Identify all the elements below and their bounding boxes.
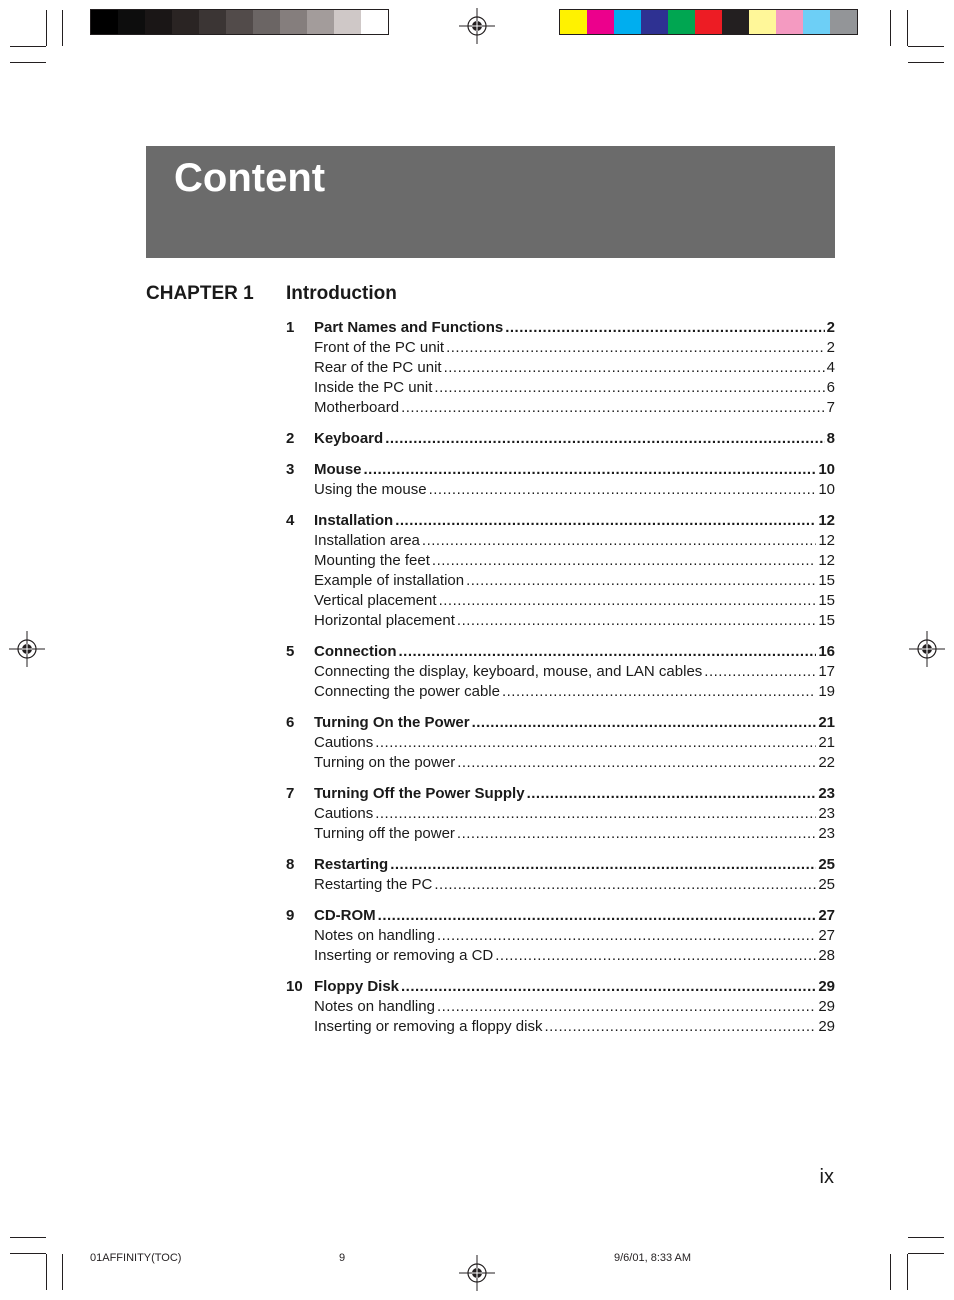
toc-entry[interactable] xyxy=(286,318,835,338)
toc-page-number: 12 xyxy=(818,512,835,529)
registration-mark-icon xyxy=(459,1255,495,1291)
toc-page-number: 15 xyxy=(818,612,835,629)
toc-subentry[interactable] xyxy=(286,804,835,824)
toc-page-number: 23 xyxy=(818,805,835,822)
slug-datetime: 9/6/01, 8:33 AM xyxy=(614,1252,692,1264)
toc-page-number: 23 xyxy=(818,825,835,842)
toc-section-title: Floppy Disk xyxy=(314,978,400,995)
toc-page-number: 27 xyxy=(818,907,835,924)
toc-subentry-title: Using the mouse xyxy=(314,481,427,498)
toc-dot-leader xyxy=(544,1017,816,1037)
toc-page-number: 19 xyxy=(818,683,835,700)
toc-page-number: 2 xyxy=(826,339,835,356)
toc-section-title: Keyboard xyxy=(314,430,384,447)
toc-page-number: 29 xyxy=(818,998,835,1015)
color-swatch xyxy=(695,10,722,34)
toc-dot-leader xyxy=(401,977,816,997)
toc-section xyxy=(286,906,835,966)
gray-swatch xyxy=(145,10,172,34)
toc-dot-leader xyxy=(437,997,816,1017)
toc-dot-leader xyxy=(446,338,825,358)
toc-page-number: 27 xyxy=(818,927,835,944)
registration-mark-icon xyxy=(9,631,45,667)
toc-page-number: 12 xyxy=(818,532,835,549)
page-title: Content xyxy=(174,156,326,200)
toc-subentry-title: Connecting the power cable xyxy=(314,683,500,700)
toc-entry[interactable] xyxy=(286,460,835,480)
toc-page-number: 2 xyxy=(826,319,835,336)
toc-subentry[interactable] xyxy=(286,338,835,358)
toc-page-number: 29 xyxy=(818,978,835,995)
toc-section xyxy=(286,977,835,1037)
toc-subentry-title: Mounting the feet xyxy=(314,552,430,569)
toc-subentry-title: Connecting the display, keyboard, mouse, and LAN cables xyxy=(314,663,703,680)
toc-section-number: 8 xyxy=(286,856,295,873)
toc-section-title: Installation xyxy=(314,512,394,529)
content-header-banner xyxy=(146,146,835,258)
toc-entry[interactable] xyxy=(286,642,835,662)
toc-entry[interactable] xyxy=(286,511,835,531)
crop-mark-icon xyxy=(62,10,63,46)
toc-subentry[interactable] xyxy=(286,531,835,551)
toc-dot-leader xyxy=(432,551,816,571)
toc-section-title: Part Names and Functions xyxy=(314,319,504,336)
toc-subentry[interactable] xyxy=(286,378,835,398)
crop-mark-icon xyxy=(10,1237,46,1238)
color-swatch xyxy=(776,10,803,34)
toc-section xyxy=(286,429,835,449)
crop-mark-icon xyxy=(890,1254,891,1290)
color-swatch xyxy=(749,10,776,34)
toc-section xyxy=(286,855,835,895)
toc-subentry-title: Front of the PC unit xyxy=(314,339,445,356)
toc-dot-leader xyxy=(457,611,816,631)
toc-subentry[interactable] xyxy=(286,946,835,966)
toc-section-title: CD-ROM xyxy=(314,907,376,924)
toc-section-title: Mouse xyxy=(314,461,362,478)
toc-entry[interactable] xyxy=(286,713,835,733)
toc-section-title: Turning On the Power xyxy=(314,714,470,731)
toc-subentry[interactable] xyxy=(286,824,835,844)
toc-dot-leader xyxy=(457,824,816,844)
color-swatch xyxy=(668,10,695,34)
crop-mark-icon xyxy=(907,10,908,46)
toc-section-number: 7 xyxy=(286,785,295,802)
crop-mark-icon xyxy=(908,1237,944,1238)
gray-swatch xyxy=(334,10,361,34)
toc-section xyxy=(286,511,835,631)
toc-section xyxy=(286,318,835,418)
toc-section xyxy=(286,713,835,773)
color-swatch xyxy=(641,10,668,34)
toc-subentry[interactable] xyxy=(286,875,835,895)
toc-subentry-title: Example of installation xyxy=(314,572,465,589)
toc-subentry[interactable] xyxy=(286,733,835,753)
toc-section-title: Connection xyxy=(314,643,397,660)
toc-section-number: 4 xyxy=(286,512,295,529)
toc-subentry[interactable] xyxy=(286,753,835,773)
toc-dot-leader xyxy=(375,733,816,753)
toc-subentry[interactable] xyxy=(286,591,835,611)
toc-page-number: 25 xyxy=(818,856,835,873)
toc-dot-leader xyxy=(429,480,817,500)
registration-mark-icon xyxy=(459,8,495,44)
toc-subentry-title: Restarting the PC xyxy=(314,876,433,893)
toc-subentry[interactable] xyxy=(286,398,835,418)
chapter-label: CHAPTER 1 xyxy=(146,283,254,304)
toc-subentry-title: Inserting or removing a floppy disk xyxy=(314,1018,543,1035)
toc-dot-leader xyxy=(401,398,825,418)
toc-subentry-title: Vertical placement xyxy=(314,592,437,609)
toc-section-number: 5 xyxy=(286,643,295,660)
crop-mark-icon xyxy=(907,1254,908,1290)
color-swatch xyxy=(560,10,587,34)
toc-dot-leader xyxy=(495,946,816,966)
color-swatch xyxy=(587,10,614,34)
toc-entry[interactable] xyxy=(286,977,835,997)
crop-mark-icon xyxy=(10,46,46,47)
toc-subentry-title: Turning off the power xyxy=(314,825,455,842)
toc-page-number: 21 xyxy=(818,714,835,731)
toc-dot-leader xyxy=(457,753,816,773)
toc-page-number: 15 xyxy=(818,592,835,609)
toc-page-number: 4 xyxy=(826,359,835,376)
table-of-contents xyxy=(286,318,835,1048)
toc-section-title: Turning Off the Power Supply xyxy=(314,785,525,802)
toc-section-number: 2 xyxy=(286,430,295,447)
toc-subentry-title: Installation area xyxy=(314,532,420,549)
toc-subentry-title: Notes on handling xyxy=(314,998,435,1015)
gray-swatch xyxy=(172,10,199,34)
toc-page-number: 6 xyxy=(826,379,835,396)
toc-section-number: 1 xyxy=(286,319,295,336)
toc-subentry-title: Inside the PC unit xyxy=(314,379,433,396)
toc-subentry-title: Notes on handling xyxy=(314,927,435,944)
toc-dot-leader xyxy=(364,460,817,480)
crop-mark-icon xyxy=(46,10,47,46)
toc-subentry[interactable] xyxy=(286,551,835,571)
toc-page-number: 8 xyxy=(826,430,835,447)
toc-subentry-title: Inserting or removing a CD xyxy=(314,947,494,964)
toc-entry[interactable] xyxy=(286,784,835,804)
toc-subentry-title: Turning on the power xyxy=(314,754,456,771)
toc-dot-leader xyxy=(434,378,824,398)
slug-page: 9 xyxy=(339,1252,346,1264)
gray-swatch xyxy=(91,10,118,34)
toc-page-number: 10 xyxy=(818,461,835,478)
toc-subentry[interactable] xyxy=(286,662,835,682)
color-swatch xyxy=(614,10,641,34)
toc-subentry-title: Cautions xyxy=(314,805,374,822)
toc-entry[interactable] xyxy=(286,906,835,926)
registration-mark-icon xyxy=(909,631,945,667)
crop-mark-icon xyxy=(908,1253,944,1254)
toc-dot-leader xyxy=(704,662,816,682)
chapter-title: Introduction xyxy=(286,283,397,304)
gray-swatch xyxy=(226,10,253,34)
toc-subentry[interactable] xyxy=(286,997,835,1017)
toc-page-number: 28 xyxy=(818,947,835,964)
toc-subentry[interactable] xyxy=(286,1017,835,1037)
toc-subentry[interactable] xyxy=(286,358,835,378)
toc-dot-leader xyxy=(395,511,816,531)
toc-section-title: Restarting xyxy=(314,856,389,873)
toc-page-number: 12 xyxy=(818,552,835,569)
toc-section-number: 10 xyxy=(286,978,303,995)
toc-dot-leader xyxy=(466,571,816,591)
slug-filename: 01AFFINITY(TOC) xyxy=(90,1252,182,1264)
crop-mark-icon xyxy=(10,62,46,63)
color-swatch xyxy=(803,10,830,34)
crop-mark-icon xyxy=(908,46,944,47)
toc-subentry[interactable] xyxy=(286,682,835,702)
toc-page-number: 21 xyxy=(818,734,835,751)
toc-dot-leader xyxy=(378,906,817,926)
gray-swatch xyxy=(118,10,145,34)
toc-dot-leader xyxy=(385,429,824,449)
toc-subentry-title: Motherboard xyxy=(314,399,400,416)
crop-mark-icon xyxy=(908,62,944,63)
gray-swatch xyxy=(280,10,307,34)
toc-dot-leader xyxy=(422,531,816,551)
toc-section-number: 9 xyxy=(286,907,295,924)
gray-swatch xyxy=(361,10,388,34)
color-swatch xyxy=(722,10,749,34)
toc-page-number: 7 xyxy=(826,399,835,416)
toc-page-number: 10 xyxy=(818,481,835,498)
gray-swatch xyxy=(307,10,334,34)
color-bar xyxy=(559,9,858,35)
toc-page-number: 25 xyxy=(818,876,835,893)
toc-section-number: 6 xyxy=(286,714,295,731)
toc-page-number: 29 xyxy=(818,1018,835,1035)
toc-dot-leader xyxy=(505,318,824,338)
gray-swatch xyxy=(253,10,280,34)
toc-subentry[interactable] xyxy=(286,926,835,946)
toc-subentry[interactable] xyxy=(286,571,835,591)
gray-swatch xyxy=(199,10,226,34)
grayscale-bar xyxy=(90,9,389,35)
color-swatch xyxy=(830,10,857,34)
toc-dot-leader xyxy=(444,358,825,378)
toc-dot-leader xyxy=(375,804,816,824)
toc-section xyxy=(286,642,835,702)
crop-mark-icon xyxy=(10,1253,46,1254)
toc-subentry[interactable] xyxy=(286,611,835,631)
toc-page-number: 17 xyxy=(818,663,835,680)
toc-dot-leader xyxy=(434,875,816,895)
toc-dot-leader xyxy=(527,784,817,804)
toc-section-number: 3 xyxy=(286,461,295,478)
toc-subentry[interactable] xyxy=(286,480,835,500)
toc-entry[interactable] xyxy=(286,855,835,875)
toc-entry[interactable] xyxy=(286,429,835,449)
toc-subentry-title: Horizontal placement xyxy=(314,612,455,629)
toc-dot-leader xyxy=(399,642,817,662)
toc-dot-leader xyxy=(502,682,816,702)
toc-section xyxy=(286,784,835,844)
toc-section xyxy=(286,460,835,500)
toc-page-number: 23 xyxy=(818,785,835,802)
toc-dot-leader xyxy=(437,926,816,946)
toc-dot-leader xyxy=(390,855,816,875)
crop-mark-icon xyxy=(890,10,891,46)
toc-page-number: 15 xyxy=(818,572,835,589)
toc-subentry-title: Cautions xyxy=(314,734,374,751)
toc-dot-leader xyxy=(472,713,817,733)
toc-page-number: 22 xyxy=(818,754,835,771)
crop-mark-icon xyxy=(62,1254,63,1290)
toc-subentry-title: Rear of the PC unit xyxy=(314,359,442,376)
page-number: ix xyxy=(819,1166,834,1188)
toc-dot-leader xyxy=(439,591,817,611)
crop-mark-icon xyxy=(46,1254,47,1290)
toc-page-number: 16 xyxy=(818,643,835,660)
